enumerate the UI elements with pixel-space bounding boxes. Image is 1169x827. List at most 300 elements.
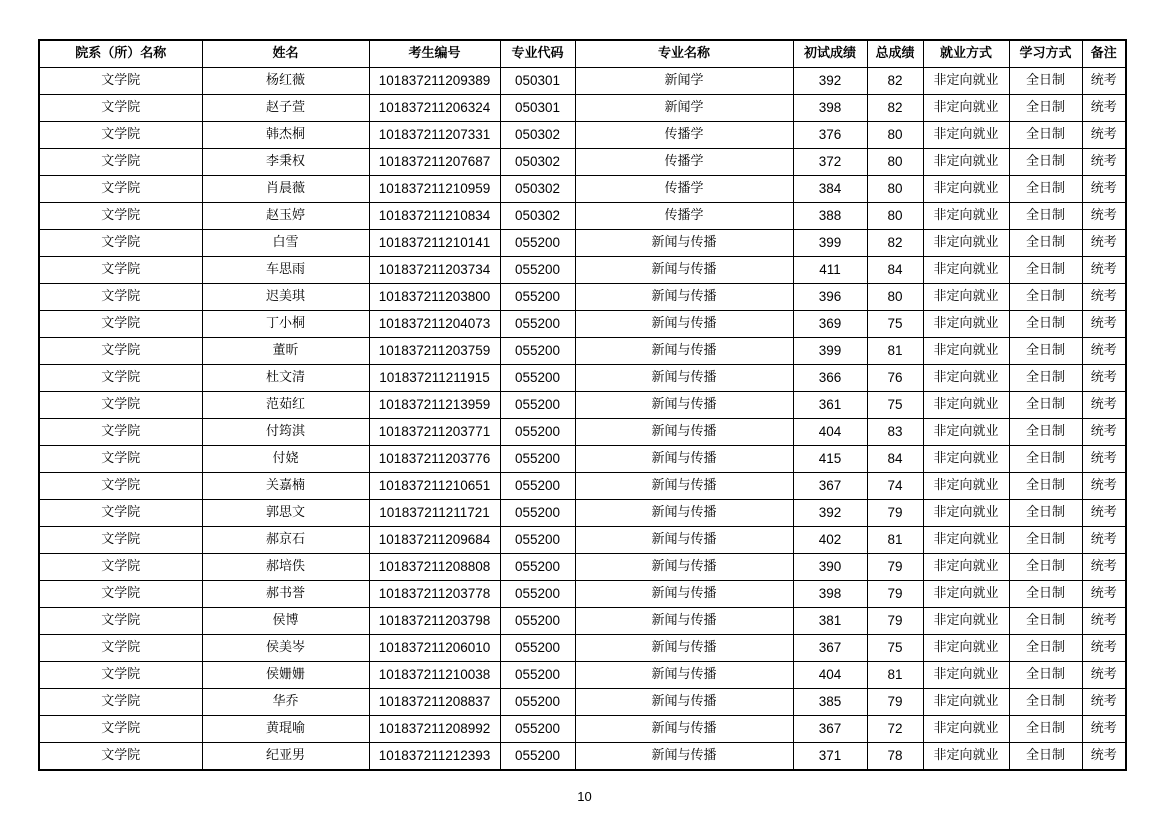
cell-study-mode: 全日制	[1009, 581, 1082, 608]
cell-study-mode: 全日制	[1009, 149, 1082, 176]
cell-remark: 统考	[1082, 554, 1126, 581]
table-row	[39, 581, 1126, 608]
cell-employment-type: 非定向就业	[923, 581, 1009, 608]
cell-major-code: 055200	[500, 608, 575, 635]
cell-exam-id: 101837211213959	[369, 392, 500, 419]
cell-major-name: 新闻与传播	[575, 365, 793, 392]
table-row	[39, 554, 1126, 581]
cell-name: 郝培佚	[202, 554, 369, 581]
cell-department: 文学院	[39, 149, 202, 176]
cell-employment-type: 非定向就业	[923, 311, 1009, 338]
cell-name: 车思雨	[202, 257, 369, 284]
cell-department: 文学院	[39, 203, 202, 230]
cell-initial-score: 367	[793, 635, 867, 662]
cell-major-code: 050302	[500, 149, 575, 176]
table-row	[39, 149, 1126, 176]
cell-total-score: 75	[867, 392, 923, 419]
cell-major-name: 新闻与传播	[575, 554, 793, 581]
cell-major-code: 055200	[500, 527, 575, 554]
cell-department: 文学院	[39, 527, 202, 554]
cell-department: 文学院	[39, 68, 202, 95]
cell-study-mode: 全日制	[1009, 419, 1082, 446]
cell-total-score: 80	[867, 149, 923, 176]
cell-initial-score: 367	[793, 473, 867, 500]
cell-total-score: 80	[867, 284, 923, 311]
cell-department: 文学院	[39, 95, 202, 122]
cell-major-code: 050302	[500, 176, 575, 203]
cell-initial-score: 367	[793, 716, 867, 743]
cell-name: 杨红薇	[202, 68, 369, 95]
cell-name: 韩杰桐	[202, 122, 369, 149]
cell-exam-id: 101837211210651	[369, 473, 500, 500]
cell-employment-type: 非定向就业	[923, 527, 1009, 554]
cell-total-score: 76	[867, 365, 923, 392]
cell-exam-id: 101837211203771	[369, 419, 500, 446]
cell-employment-type: 非定向就业	[923, 338, 1009, 365]
cell-department: 文学院	[39, 662, 202, 689]
cell-study-mode: 全日制	[1009, 284, 1082, 311]
cell-total-score: 82	[867, 68, 923, 95]
cell-name: 纪亚男	[202, 743, 369, 771]
cell-remark: 统考	[1082, 635, 1126, 662]
cell-total-score: 81	[867, 338, 923, 365]
cell-initial-score: 392	[793, 500, 867, 527]
cell-major-code: 055200	[500, 392, 575, 419]
cell-employment-type: 非定向就业	[923, 716, 1009, 743]
cell-name: 侯美岑	[202, 635, 369, 662]
cell-department: 文学院	[39, 500, 202, 527]
cell-name: 付筠淇	[202, 419, 369, 446]
cell-remark: 统考	[1082, 662, 1126, 689]
cell-exam-id: 101837211203778	[369, 581, 500, 608]
cell-initial-score: 388	[793, 203, 867, 230]
cell-employment-type: 非定向就业	[923, 662, 1009, 689]
cell-department: 文学院	[39, 743, 202, 771]
cell-remark: 统考	[1082, 500, 1126, 527]
cell-total-score: 81	[867, 662, 923, 689]
cell-exam-id: 101837211211915	[369, 365, 500, 392]
cell-employment-type: 非定向就业	[923, 68, 1009, 95]
cell-study-mode: 全日制	[1009, 311, 1082, 338]
header-employment-type: 就业方式	[923, 40, 1009, 68]
cell-employment-type: 非定向就业	[923, 689, 1009, 716]
cell-major-name: 传播学	[575, 176, 793, 203]
table-row	[39, 176, 1126, 203]
header-major-code: 专业代码	[500, 40, 575, 68]
cell-total-score: 82	[867, 230, 923, 257]
cell-employment-type: 非定向就业	[923, 176, 1009, 203]
cell-total-score: 74	[867, 473, 923, 500]
cell-major-name: 新闻与传播	[575, 635, 793, 662]
cell-exam-id: 101837211203800	[369, 284, 500, 311]
cell-remark: 统考	[1082, 176, 1126, 203]
cell-department: 文学院	[39, 473, 202, 500]
cell-major-name: 新闻与传播	[575, 419, 793, 446]
cell-remark: 统考	[1082, 284, 1126, 311]
cell-total-score: 79	[867, 500, 923, 527]
cell-name: 范茹红	[202, 392, 369, 419]
cell-major-code: 055200	[500, 500, 575, 527]
cell-major-code: 050301	[500, 68, 575, 95]
cell-department: 文学院	[39, 230, 202, 257]
cell-major-name: 新闻与传播	[575, 230, 793, 257]
cell-name: 丁小桐	[202, 311, 369, 338]
cell-total-score: 80	[867, 176, 923, 203]
cell-name: 关嘉楠	[202, 473, 369, 500]
cell-major-code: 055200	[500, 743, 575, 771]
table-row	[39, 338, 1126, 365]
header-study-mode: 学习方式	[1009, 40, 1082, 68]
cell-major-name: 新闻学	[575, 95, 793, 122]
cell-name: 迟美琪	[202, 284, 369, 311]
cell-remark: 统考	[1082, 257, 1126, 284]
table-row	[39, 500, 1126, 527]
cell-total-score: 84	[867, 257, 923, 284]
cell-employment-type: 非定向就业	[923, 446, 1009, 473]
cell-employment-type: 非定向就业	[923, 230, 1009, 257]
cell-total-score: 75	[867, 635, 923, 662]
cell-major-name: 新闻学	[575, 68, 793, 95]
cell-total-score: 83	[867, 419, 923, 446]
cell-major-code: 055200	[500, 662, 575, 689]
cell-exam-id: 101837211208837	[369, 689, 500, 716]
cell-exam-id: 101837211203798	[369, 608, 500, 635]
cell-initial-score: 398	[793, 581, 867, 608]
cell-study-mode: 全日制	[1009, 203, 1082, 230]
cell-initial-score: 392	[793, 68, 867, 95]
cell-study-mode: 全日制	[1009, 446, 1082, 473]
table-row	[39, 230, 1126, 257]
header-name: 姓名	[202, 40, 369, 68]
cell-name: 李秉权	[202, 149, 369, 176]
table-body	[39, 68, 1126, 771]
cell-employment-type: 非定向就业	[923, 500, 1009, 527]
cell-initial-score: 399	[793, 338, 867, 365]
cell-study-mode: 全日制	[1009, 392, 1082, 419]
table-row	[39, 311, 1126, 338]
cell-study-mode: 全日制	[1009, 338, 1082, 365]
cell-employment-type: 非定向就业	[923, 608, 1009, 635]
cell-department: 文学院	[39, 338, 202, 365]
cell-department: 文学院	[39, 635, 202, 662]
cell-department: 文学院	[39, 176, 202, 203]
table-row	[39, 392, 1126, 419]
cell-total-score: 79	[867, 608, 923, 635]
table-header	[39, 40, 1126, 68]
cell-total-score: 75	[867, 311, 923, 338]
cell-exam-id: 101837211203776	[369, 446, 500, 473]
cell-initial-score: 361	[793, 392, 867, 419]
cell-major-name: 新闻与传播	[575, 473, 793, 500]
cell-major-name: 新闻与传播	[575, 284, 793, 311]
cell-exam-id: 101837211206010	[369, 635, 500, 662]
cell-exam-id: 101837211208808	[369, 554, 500, 581]
cell-remark: 统考	[1082, 392, 1126, 419]
cell-name: 黄琨喻	[202, 716, 369, 743]
cell-major-name: 新闻与传播	[575, 500, 793, 527]
cell-initial-score: 371	[793, 743, 867, 771]
cell-exam-id: 101837211211721	[369, 500, 500, 527]
cell-department: 文学院	[39, 419, 202, 446]
cell-study-mode: 全日制	[1009, 608, 1082, 635]
cell-exam-id: 101837211210834	[369, 203, 500, 230]
cell-major-name: 新闻与传播	[575, 257, 793, 284]
cell-employment-type: 非定向就业	[923, 149, 1009, 176]
cell-remark: 统考	[1082, 527, 1126, 554]
cell-initial-score: 366	[793, 365, 867, 392]
cell-remark: 统考	[1082, 581, 1126, 608]
cell-major-name: 新闻与传播	[575, 527, 793, 554]
cell-major-name: 新闻与传播	[575, 581, 793, 608]
cell-name: 华乔	[202, 689, 369, 716]
cell-initial-score: 399	[793, 230, 867, 257]
cell-exam-id: 101837211210141	[369, 230, 500, 257]
cell-major-code: 055200	[500, 257, 575, 284]
cell-remark: 统考	[1082, 95, 1126, 122]
cell-employment-type: 非定向就业	[923, 473, 1009, 500]
cell-remark: 统考	[1082, 338, 1126, 365]
table-row	[39, 527, 1126, 554]
cell-major-name: 新闻与传播	[575, 743, 793, 771]
cell-name: 白雪	[202, 230, 369, 257]
cell-total-score: 79	[867, 581, 923, 608]
cell-department: 文学院	[39, 554, 202, 581]
header-department: 院系（所）名称	[39, 40, 202, 68]
cell-department: 文学院	[39, 716, 202, 743]
cell-name: 付娆	[202, 446, 369, 473]
cell-major-code: 055200	[500, 716, 575, 743]
cell-department: 文学院	[39, 392, 202, 419]
cell-remark: 统考	[1082, 311, 1126, 338]
cell-department: 文学院	[39, 257, 202, 284]
cell-major-name: 新闻与传播	[575, 311, 793, 338]
header-exam-id: 考生编号	[369, 40, 500, 68]
cell-major-code: 055200	[500, 311, 575, 338]
cell-exam-id: 101837211208992	[369, 716, 500, 743]
cell-department: 文学院	[39, 608, 202, 635]
cell-name: 董昕	[202, 338, 369, 365]
cell-total-score: 79	[867, 689, 923, 716]
cell-remark: 统考	[1082, 743, 1126, 771]
admission-list-table	[38, 39, 1127, 771]
cell-total-score: 80	[867, 203, 923, 230]
cell-initial-score: 390	[793, 554, 867, 581]
cell-study-mode: 全日制	[1009, 743, 1082, 771]
cell-exam-id: 101837211206324	[369, 95, 500, 122]
cell-total-score: 82	[867, 95, 923, 122]
cell-remark: 统考	[1082, 608, 1126, 635]
cell-study-mode: 全日制	[1009, 257, 1082, 284]
cell-initial-score: 411	[793, 257, 867, 284]
cell-name: 郭思文	[202, 500, 369, 527]
table-row	[39, 473, 1126, 500]
cell-employment-type: 非定向就业	[923, 554, 1009, 581]
cell-initial-score: 415	[793, 446, 867, 473]
cell-department: 文学院	[39, 122, 202, 149]
cell-total-score: 80	[867, 122, 923, 149]
cell-major-name: 新闻与传播	[575, 338, 793, 365]
cell-major-code: 055200	[500, 284, 575, 311]
cell-employment-type: 非定向就业	[923, 365, 1009, 392]
cell-exam-id: 101837211207331	[369, 122, 500, 149]
cell-major-code: 055200	[500, 635, 575, 662]
cell-name: 侯博	[202, 608, 369, 635]
cell-study-mode: 全日制	[1009, 95, 1082, 122]
page-number: 10	[577, 789, 592, 804]
cell-major-code: 050301	[500, 95, 575, 122]
cell-exam-id: 101837211209389	[369, 68, 500, 95]
cell-employment-type: 非定向就业	[923, 392, 1009, 419]
table-row	[39, 68, 1126, 95]
cell-major-name: 新闻与传播	[575, 716, 793, 743]
cell-study-mode: 全日制	[1009, 176, 1082, 203]
table-row	[39, 608, 1126, 635]
cell-remark: 统考	[1082, 446, 1126, 473]
cell-remark: 统考	[1082, 230, 1126, 257]
cell-department: 文学院	[39, 446, 202, 473]
cell-major-name: 新闻与传播	[575, 662, 793, 689]
table-row	[39, 257, 1126, 284]
cell-exam-id: 101837211203734	[369, 257, 500, 284]
cell-study-mode: 全日制	[1009, 473, 1082, 500]
cell-major-code: 055200	[500, 554, 575, 581]
cell-study-mode: 全日制	[1009, 716, 1082, 743]
cell-major-name: 新闻与传播	[575, 608, 793, 635]
cell-study-mode: 全日制	[1009, 68, 1082, 95]
cell-total-score: 81	[867, 527, 923, 554]
cell-remark: 统考	[1082, 689, 1126, 716]
table-row	[39, 743, 1126, 771]
cell-initial-score: 404	[793, 419, 867, 446]
cell-remark: 统考	[1082, 473, 1126, 500]
cell-study-mode: 全日制	[1009, 635, 1082, 662]
cell-name: 郝书誉	[202, 581, 369, 608]
table-row	[39, 203, 1126, 230]
cell-exam-id: 101837211207687	[369, 149, 500, 176]
cell-initial-score: 398	[793, 95, 867, 122]
cell-exam-id: 101837211204073	[369, 311, 500, 338]
cell-total-score: 72	[867, 716, 923, 743]
cell-study-mode: 全日制	[1009, 365, 1082, 392]
cell-remark: 统考	[1082, 365, 1126, 392]
table-row	[39, 419, 1126, 446]
cell-initial-score: 402	[793, 527, 867, 554]
cell-employment-type: 非定向就业	[923, 203, 1009, 230]
cell-major-name: 传播学	[575, 203, 793, 230]
cell-exam-id: 101837211209684	[369, 527, 500, 554]
cell-major-name: 新闻与传播	[575, 446, 793, 473]
cell-employment-type: 非定向就业	[923, 284, 1009, 311]
cell-study-mode: 全日制	[1009, 662, 1082, 689]
cell-major-code: 055200	[500, 365, 575, 392]
cell-major-name: 传播学	[575, 122, 793, 149]
cell-study-mode: 全日制	[1009, 122, 1082, 149]
cell-major-code: 050302	[500, 203, 575, 230]
cell-exam-id: 101837211212393	[369, 743, 500, 771]
cell-name: 肖晨薇	[202, 176, 369, 203]
cell-initial-score: 372	[793, 149, 867, 176]
cell-exam-id: 101837211210038	[369, 662, 500, 689]
cell-department: 文学院	[39, 689, 202, 716]
cell-major-name: 新闻与传播	[575, 392, 793, 419]
cell-employment-type: 非定向就业	[923, 122, 1009, 149]
cell-major-code: 055200	[500, 419, 575, 446]
table-row	[39, 446, 1126, 473]
cell-employment-type: 非定向就业	[923, 635, 1009, 662]
table-row	[39, 716, 1126, 743]
cell-remark: 统考	[1082, 419, 1126, 446]
cell-major-name: 新闻与传播	[575, 689, 793, 716]
cell-major-code: 055200	[500, 230, 575, 257]
cell-remark: 统考	[1082, 68, 1126, 95]
cell-department: 文学院	[39, 311, 202, 338]
cell-major-code: 055200	[500, 689, 575, 716]
cell-employment-type: 非定向就业	[923, 257, 1009, 284]
table-row	[39, 662, 1126, 689]
cell-name: 杜文清	[202, 365, 369, 392]
header-major-name: 专业名称	[575, 40, 793, 68]
cell-exam-id: 101837211203759	[369, 338, 500, 365]
cell-name: 赵子萱	[202, 95, 369, 122]
cell-total-score: 79	[867, 554, 923, 581]
cell-total-score: 84	[867, 446, 923, 473]
cell-remark: 统考	[1082, 203, 1126, 230]
cell-major-code: 055200	[500, 473, 575, 500]
cell-remark: 统考	[1082, 122, 1126, 149]
cell-initial-score: 384	[793, 176, 867, 203]
cell-initial-score: 376	[793, 122, 867, 149]
cell-employment-type: 非定向就业	[923, 95, 1009, 122]
cell-department: 文学院	[39, 581, 202, 608]
cell-employment-type: 非定向就业	[923, 743, 1009, 771]
cell-major-code: 055200	[500, 446, 575, 473]
cell-initial-score: 385	[793, 689, 867, 716]
table-row	[39, 95, 1126, 122]
header-row	[39, 40, 1126, 68]
table-row	[39, 635, 1126, 662]
cell-study-mode: 全日制	[1009, 527, 1082, 554]
header-total-score: 总成绩	[867, 40, 923, 68]
cell-name: 郝京石	[202, 527, 369, 554]
cell-major-name: 传播学	[575, 149, 793, 176]
cell-initial-score: 404	[793, 662, 867, 689]
cell-remark: 统考	[1082, 149, 1126, 176]
header-initial-score: 初试成绩	[793, 40, 867, 68]
cell-major-code: 050302	[500, 122, 575, 149]
cell-employment-type: 非定向就业	[923, 419, 1009, 446]
cell-department: 文学院	[39, 284, 202, 311]
cell-name: 侯姗姗	[202, 662, 369, 689]
cell-initial-score: 381	[793, 608, 867, 635]
header-remark: 备注	[1082, 40, 1126, 68]
table-row	[39, 122, 1126, 149]
cell-remark: 统考	[1082, 716, 1126, 743]
cell-total-score: 78	[867, 743, 923, 771]
cell-department: 文学院	[39, 365, 202, 392]
cell-major-code: 055200	[500, 581, 575, 608]
cell-initial-score: 369	[793, 311, 867, 338]
table-row	[39, 365, 1126, 392]
cell-study-mode: 全日制	[1009, 554, 1082, 581]
table-row	[39, 284, 1126, 311]
cell-study-mode: 全日制	[1009, 689, 1082, 716]
table-row	[39, 689, 1126, 716]
cell-study-mode: 全日制	[1009, 500, 1082, 527]
cell-initial-score: 396	[793, 284, 867, 311]
cell-major-code: 055200	[500, 338, 575, 365]
cell-name: 赵玉婷	[202, 203, 369, 230]
cell-study-mode: 全日制	[1009, 230, 1082, 257]
